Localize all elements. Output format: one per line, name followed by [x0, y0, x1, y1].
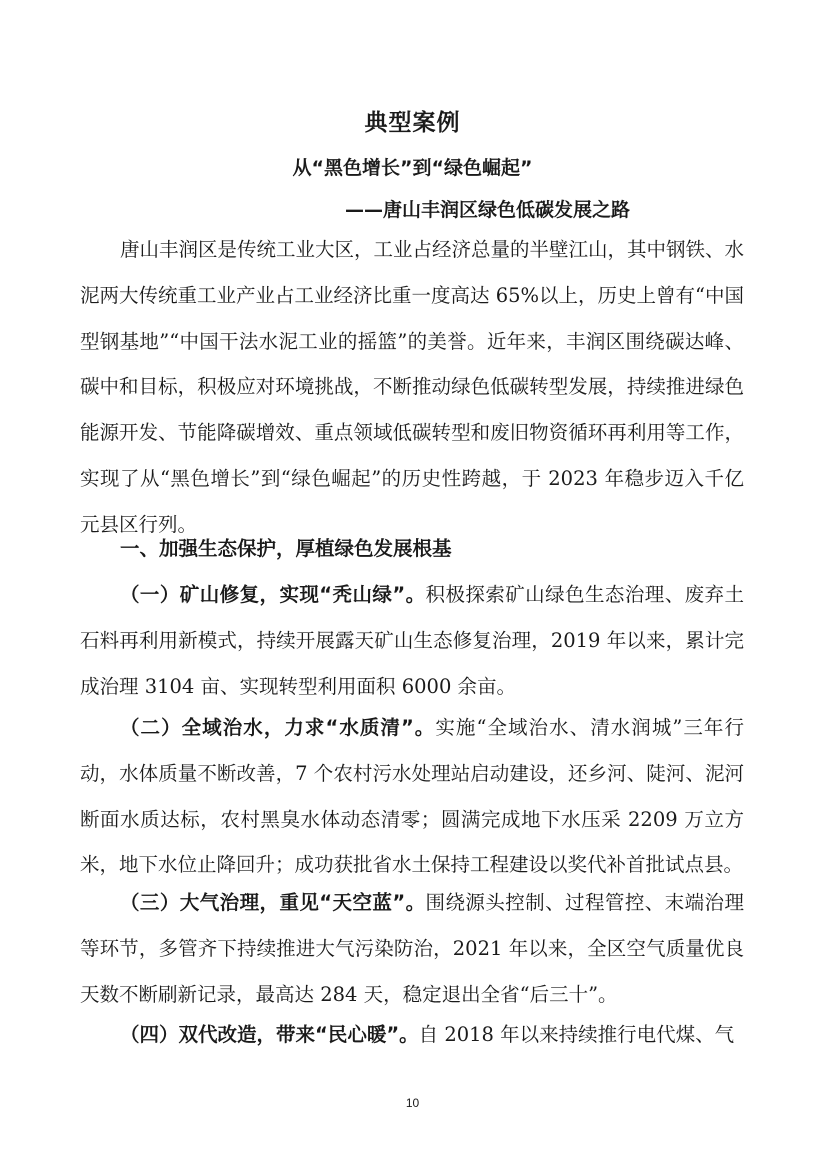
paragraph-item-1: [80, 572, 744, 709]
paragraph-item-4-text: 自 2018 年以来持续推行电代煤、气: [418, 1023, 735, 1046]
intro-paragraph: 唐山丰润区是传统工业大区，工业占经济总量的半壁江山，其中钢铁、水泥两大传统重工业产业占工业经济比重一度高达 65%以上，历史上曾有“中国型钢基地”“中国干法水泥工业的摇篮”的美誉。近年来，丰润区围绕碳达峰、碳中和目标，积极应对环境挑战，不断推动绿色低碳转型发展，持续推进绿色能源开发、节能降碳增效、重点领域低碳转型和废旧物资循环再利用等工作，实现了从“黑色增长”到“绿色崛起”的历史性跨越，于 2023 年稳步迈入千亿元县区行列。: [80, 238, 745, 536]
paragraph-item-3: [80, 880, 744, 1017]
paragraph-item-2-lead: （二）全域治水，力求“水质清”。: [120, 716, 436, 739]
page-number: 10: [405, 1096, 420, 1110]
paragraph-item-3-lead: （三）大气治理，重见“天空蓝”。: [120, 891, 426, 914]
paragraph-item-1-lead: （一）矿山修复，实现“秃山绿”。: [120, 583, 426, 606]
paragraph-item-4-lead: （四）双代改造，带来“民心暖”。: [120, 1023, 419, 1046]
document-title: 典型案例: [364, 110, 461, 136]
paragraph-item-3-text: 围绕源头控制、过程管控、末端治理等环节，多管齐下持续推进大气污染防治，2021 年以来，全区空气质量优良天数不断刷新记录，最高达 284 天，稳定退出全省“后三十”。: [80, 891, 744, 1006]
section-heading-1: 一、加强生态保护，厚植绿色发展根基: [120, 537, 452, 560]
paragraph-item-2-text: 实施“全域治水、清水润城”三年行动，水体质量不断改善，7 个农村污水处理站启动建设，还乡河、陡河、泥河断面水质达标，农村黑臭水体动态清零；圆满完成地下水压采 2209 万立方米，地下水位止降回升；成功获批省水土保持工程建设以奖代补首批试点县。: [80, 716, 744, 877]
document-subtitle-secondary: ——唐山丰润区绿色低碳发展之路: [345, 199, 631, 221]
document-subtitle: 从“黑色增长”到“绿色崛起”: [292, 157, 533, 179]
paragraph-item-4: [80, 1012, 744, 1058]
paragraph-item-2: [80, 705, 744, 888]
paragraph-item-1-text: 积极探索矿山绿色生态治理、废弃土石料再利用新模式，持续开展露天矿山生态修复治理，2019 年以来，累计完成治理 3104 亩、实现转型利用面积 6000 余亩。: [80, 583, 744, 698]
